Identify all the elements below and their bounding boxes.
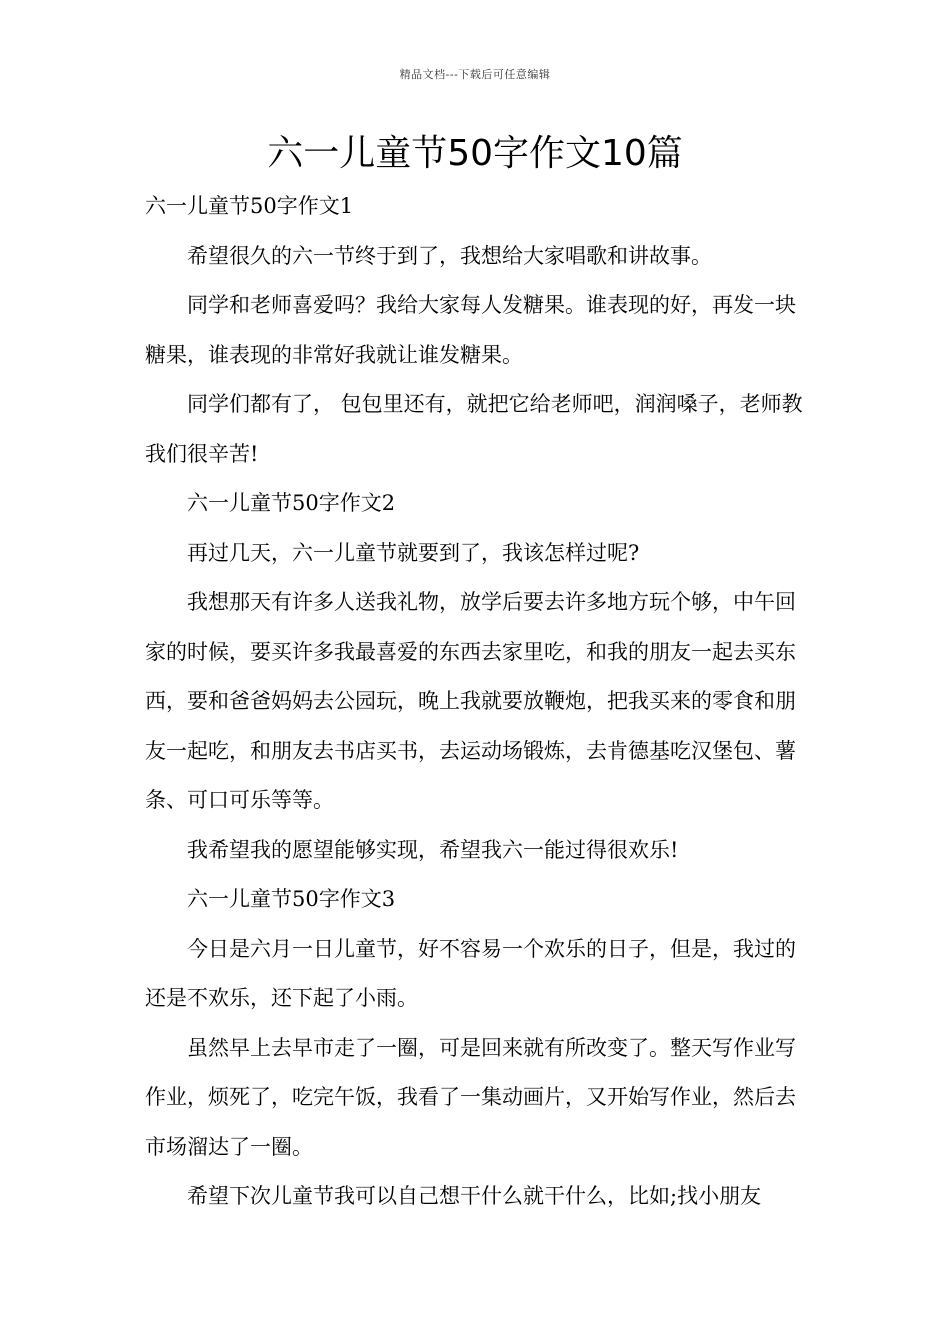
page-header: 精品文档---下载后可任意编辑: [399, 68, 551, 81]
paragraph: 我想那天有许多人送我礼物，放学后要去许多地方玩个够，中午回家的时候，要买许多我最喜爱的东西去家里吃，和我的朋友一起去买东西，要和爸爸妈妈去公园玩，晚上我就要放鞭炮，把我买来的零食和朋友一起吃，和朋友去书店买书，去运动场锻炼，去肯德基吃汉堡包、薯条、可口可乐等等。: [145, 590, 796, 812]
document-body: [145, 182, 815, 1222]
paragraph: 我希望我的愿望能够实现，希望我六一能过得很欢乐!: [187, 837, 679, 862]
document-title: 六一儿童节50字作文10篇: [267, 133, 683, 174]
paragraph: 虽然早上去早市走了一圈，可是回来就有所改变了。整天写作业写作业，烦死了，吃完午饭，我看了一集动画片，又开始写作业，然后去市场溜达了一圈。: [145, 1035, 796, 1159]
section-heading: 六一儿童节50字作文2: [187, 491, 396, 515]
paragraph: 希望很久的六一节终于到了，我想给大家唱歌和讲故事。: [187, 243, 712, 268]
paragraph: 今日是六月一日儿童节，好不容易一个欢乐的日子，但是，我过的还是不欢乐，还下起了小雨。: [145, 936, 796, 1010]
section-heading: 六一儿童节50字作文3: [187, 887, 396, 911]
paragraph: 再过几天，六一儿童节就要到了，我该怎样过呢?: [187, 540, 640, 565]
paragraph: 同学们都有了， 包包里还有，就把它给老师吧，润润嗓子，老师教我们很辛苦!: [145, 392, 803, 466]
paragraph: 希望下次儿童节我可以自己想干什么就干什么，比如;找小朋友: [187, 1184, 762, 1208]
paragraph: 同学和老师喜爱吗？我给大家每人发糖果。谁表现的好，再发一块糖果，谁表现的非常好我就让谁发糖果。: [145, 293, 796, 367]
section-heading: 六一儿童节50字作文1: [145, 194, 354, 218]
